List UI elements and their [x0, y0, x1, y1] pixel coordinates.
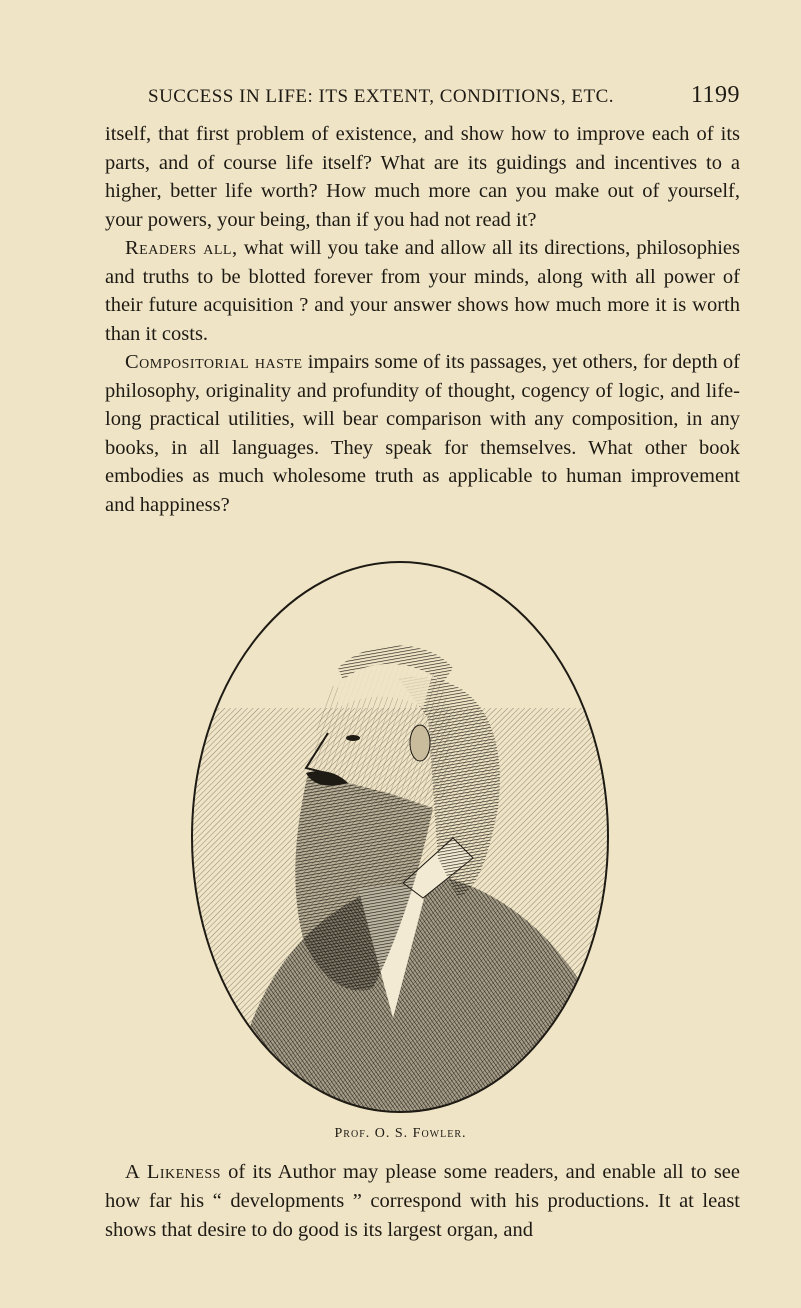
closing-paragraph [105, 1158, 740, 1245]
body-text [105, 120, 740, 519]
page-number: 1199 [690, 82, 740, 108]
eye [346, 735, 360, 741]
paragraph-2-lead: Readers all, [125, 237, 238, 259]
closing-paragraph-text: of its Author may please some readers, and enable all to see how far his “ developments ” correspond with his productions. It at least shows that desire to do good is its largest organ, and [105, 1161, 740, 1241]
portrait-caption: Prof. O. S. Fowler. [334, 1126, 467, 1141]
paragraph-2-text: what will you take and allow all its directions, philosophies and truths to be blotted forever from your minds, along with all power of their future acquisition ? and your answer shows how much more it is worth than it costs. [105, 237, 740, 345]
running-head [148, 82, 740, 108]
paragraph-3 [105, 348, 740, 519]
paragraph-1-text: itself, that first problem of existence, and show how to improve each of its parts, and of course life itself? What are its guidings and incentives to a higher, better life worth? How much more can you make out of yourself, your powers, your being, than if you had not read it? [105, 123, 740, 231]
ear [410, 725, 430, 761]
paragraph-3-lead: Compositorial haste [125, 351, 303, 373]
closing-text [105, 1158, 740, 1245]
running-head-title: SUCCESS IN LIFE: ITS EXTENT, CONDITIONS, ETC. [148, 86, 615, 107]
paragraph-2 [105, 234, 740, 348]
paragraph-1 [105, 120, 740, 234]
portrait-engraving [188, 558, 612, 1116]
paragraph-3-text: impairs some of its passages, yet others, for depth of philosophy, originality and profundity of thought, cogency of logic, and life-long practical utilities, will bear comparison with any composition, in any books, in all languages. They speak for themselves. What other book embodies as much wholesome truth as applicable to human improvement and happiness? [105, 351, 741, 516]
closing-paragraph-lead: A Likeness [125, 1161, 221, 1183]
